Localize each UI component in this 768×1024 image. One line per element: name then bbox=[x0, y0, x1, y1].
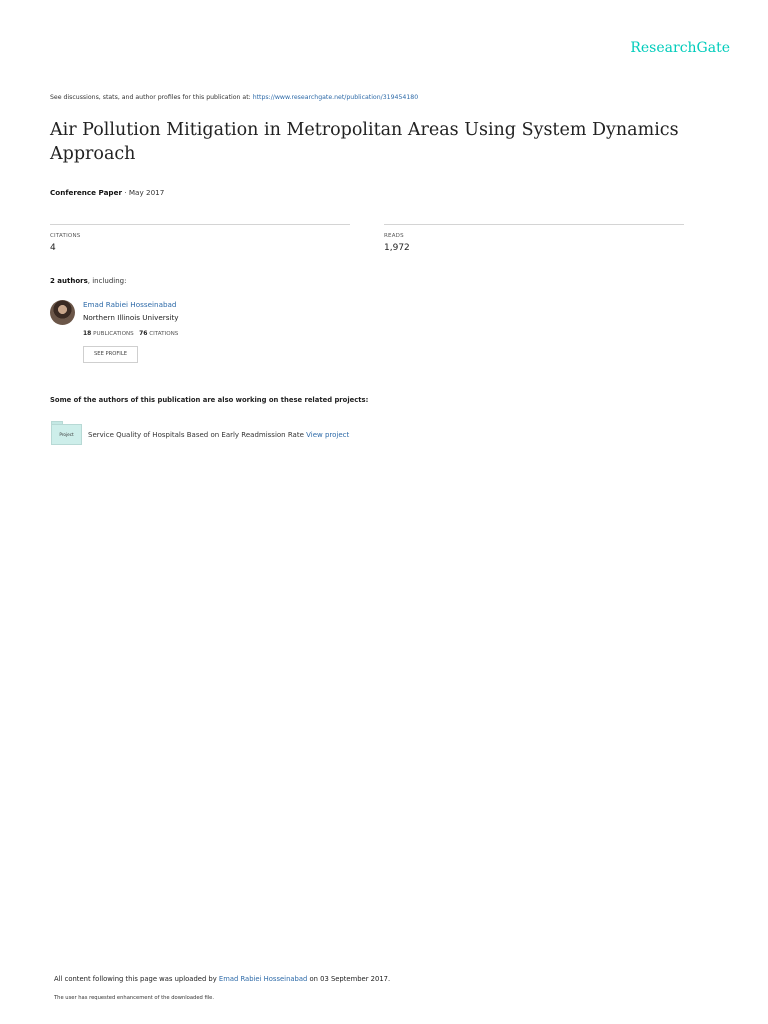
project-title: Service Quality of Hospitals Based on Early Readmission Rate bbox=[88, 431, 307, 439]
reads-label: READS bbox=[384, 233, 404, 239]
publication-date: May 2017 bbox=[128, 188, 165, 197]
upload-notice bbox=[54, 975, 390, 983]
reads-divider bbox=[384, 224, 684, 225]
project-icon-label: Project bbox=[59, 432, 74, 437]
meta-separator: · bbox=[122, 188, 129, 197]
project-folder-icon[interactable] bbox=[51, 421, 82, 445]
see-profile-button[interactable]: SEE PROFILE bbox=[83, 346, 138, 363]
project-item bbox=[88, 431, 349, 439]
discussions-text: See discussions, stats, and author profiles for this publication at: bbox=[50, 94, 253, 101]
author-name-link[interactable]: Emad Rabiei Hosseinabad bbox=[83, 300, 177, 309]
authors-count-suffix: , including: bbox=[87, 277, 127, 285]
publication-meta bbox=[50, 188, 164, 197]
authors-count: 2 authors bbox=[50, 277, 88, 285]
author-publications-label: PUBLICATIONS bbox=[93, 331, 134, 337]
publication-title: Air Pollution Mitigation in Metropolitan Areas Using System Dynamics Approach bbox=[50, 120, 679, 164]
publication-type: Conference Paper bbox=[50, 188, 122, 197]
author-stats bbox=[83, 330, 178, 337]
upload-suffix: on 03 September 2017. bbox=[307, 975, 391, 983]
discussions-line bbox=[50, 94, 418, 101]
researchgate-logo[interactable]: ResearchGate bbox=[630, 40, 730, 56]
author-affiliation: Northern Illinois University bbox=[83, 313, 179, 322]
publication-url-link[interactable]: https://www.researchgate.net/publication/319454180 bbox=[252, 94, 419, 101]
author-citations-count: 76 bbox=[139, 330, 148, 337]
upload-prefix: All content following this page was uploaded by bbox=[54, 975, 219, 983]
citations-label: CITATIONS bbox=[50, 233, 81, 239]
author-publications-count: 18 bbox=[83, 330, 92, 337]
author-citations-label: CITATIONS bbox=[149, 331, 179, 337]
enhancement-note: The user has requested enhancement of the downloaded file. bbox=[54, 995, 215, 1001]
view-project-link[interactable]: View project bbox=[306, 431, 350, 439]
uploader-link[interactable]: Emad Rabiei Hosseinabad bbox=[218, 975, 308, 983]
author-avatar[interactable] bbox=[50, 300, 75, 325]
reads-value: 1,972 bbox=[384, 243, 410, 253]
authors-heading bbox=[50, 277, 126, 285]
related-projects-heading: Some of the authors of this publication are also working on these related projects: bbox=[50, 396, 369, 404]
citations-value: 4 bbox=[50, 243, 56, 253]
citations-divider bbox=[50, 224, 350, 225]
